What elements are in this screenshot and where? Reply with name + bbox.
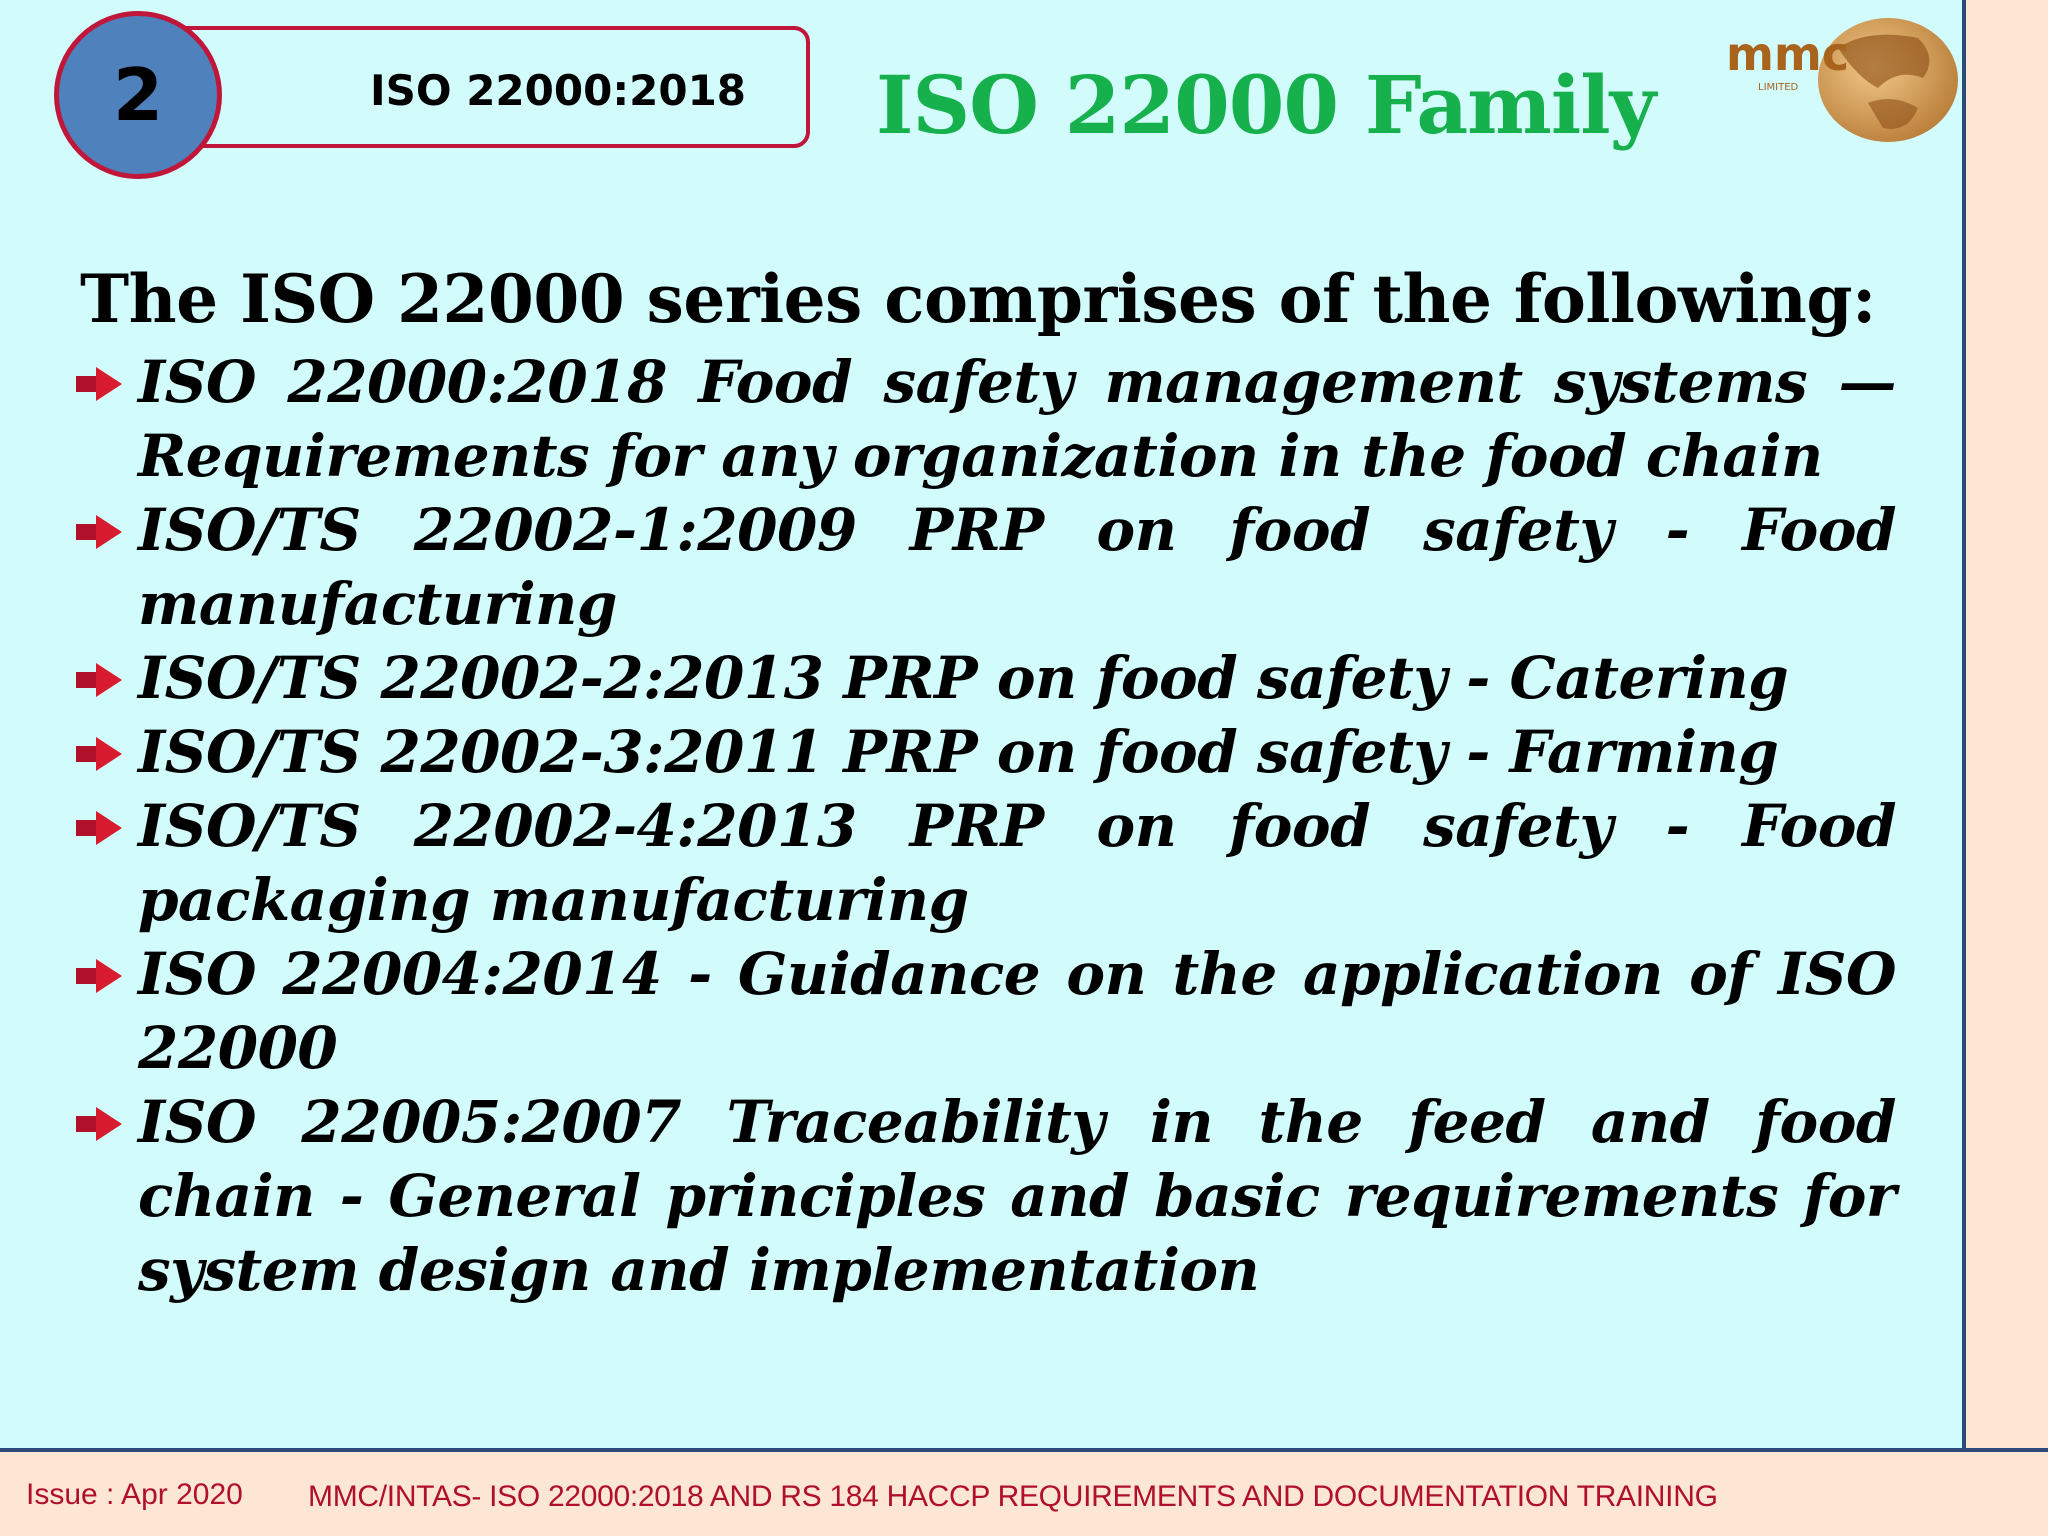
- slide-title: ISO 22000 Family: [876, 58, 1656, 152]
- iso-standards-list: [76, 345, 1896, 1307]
- arrow-bullet-icon: [76, 959, 122, 993]
- list-item-text: ISO/TS 22002-3:2011 PRP on food safety - Farming: [138, 718, 1779, 786]
- list-item-text: ISO 22005:2007 Traceability in the feed and food chain - General principles and basic requirements for system design and implementation: [138, 1088, 1896, 1304]
- arrow-bullet-icon: [76, 367, 122, 401]
- right-margin-strip: [1962, 0, 2048, 1448]
- slide-heading: The ISO 22000 series comprises of the following:: [80, 260, 1876, 338]
- arrow-bullet-icon: [76, 811, 122, 845]
- list-item: [76, 641, 1896, 715]
- list-item-text: ISO 22000:2018 Food safety management systems — Requirements for any organization in the food chain: [138, 348, 1896, 490]
- list-item-text: ISO/TS 22002-4:2013 PRP on food safety - Food packaging manufacturing: [138, 792, 1896, 934]
- list-item: [76, 789, 1896, 937]
- list-item: [76, 345, 1896, 493]
- slide-number: 2: [112, 53, 164, 137]
- list-item: [76, 715, 1896, 789]
- list-item-text: ISO/TS 22002-2:2013 PRP on food safety - Catering: [138, 644, 1789, 712]
- list-item: [76, 1085, 1896, 1307]
- list-item-text: ISO 22004:2014 - Guidance on the application of ISO 22000: [138, 940, 1896, 1082]
- slide-footer: [0, 1448, 2048, 1536]
- arrow-bullet-icon: [76, 737, 122, 771]
- footer-issue-date: Issue : Apr 2020: [26, 1478, 243, 1511]
- list-item: [76, 493, 1896, 641]
- svg-text:LIMITED: LIMITED: [1758, 82, 1799, 93]
- list-item-text: ISO/TS 22002-1:2009 PRP on food safety - Food manufacturing: [138, 496, 1896, 638]
- mmc-logo: [1718, 8, 1962, 148]
- slide-badge-label: ISO 22000:2018: [370, 66, 747, 115]
- arrow-bullet-icon: [76, 663, 122, 697]
- arrow-bullet-icon: [76, 515, 122, 549]
- arrow-bullet-icon: [76, 1107, 122, 1141]
- footer-course-title: MMC/INTAS- ISO 22000:2018 AND RS 184 HACCP REQUIREMENTS AND DOCUMENTATION TRAINING: [308, 1480, 1718, 1513]
- slide-number-circle: [54, 11, 222, 179]
- svg-text:mmc: mmc: [1726, 27, 1850, 81]
- list-item: [76, 937, 1896, 1085]
